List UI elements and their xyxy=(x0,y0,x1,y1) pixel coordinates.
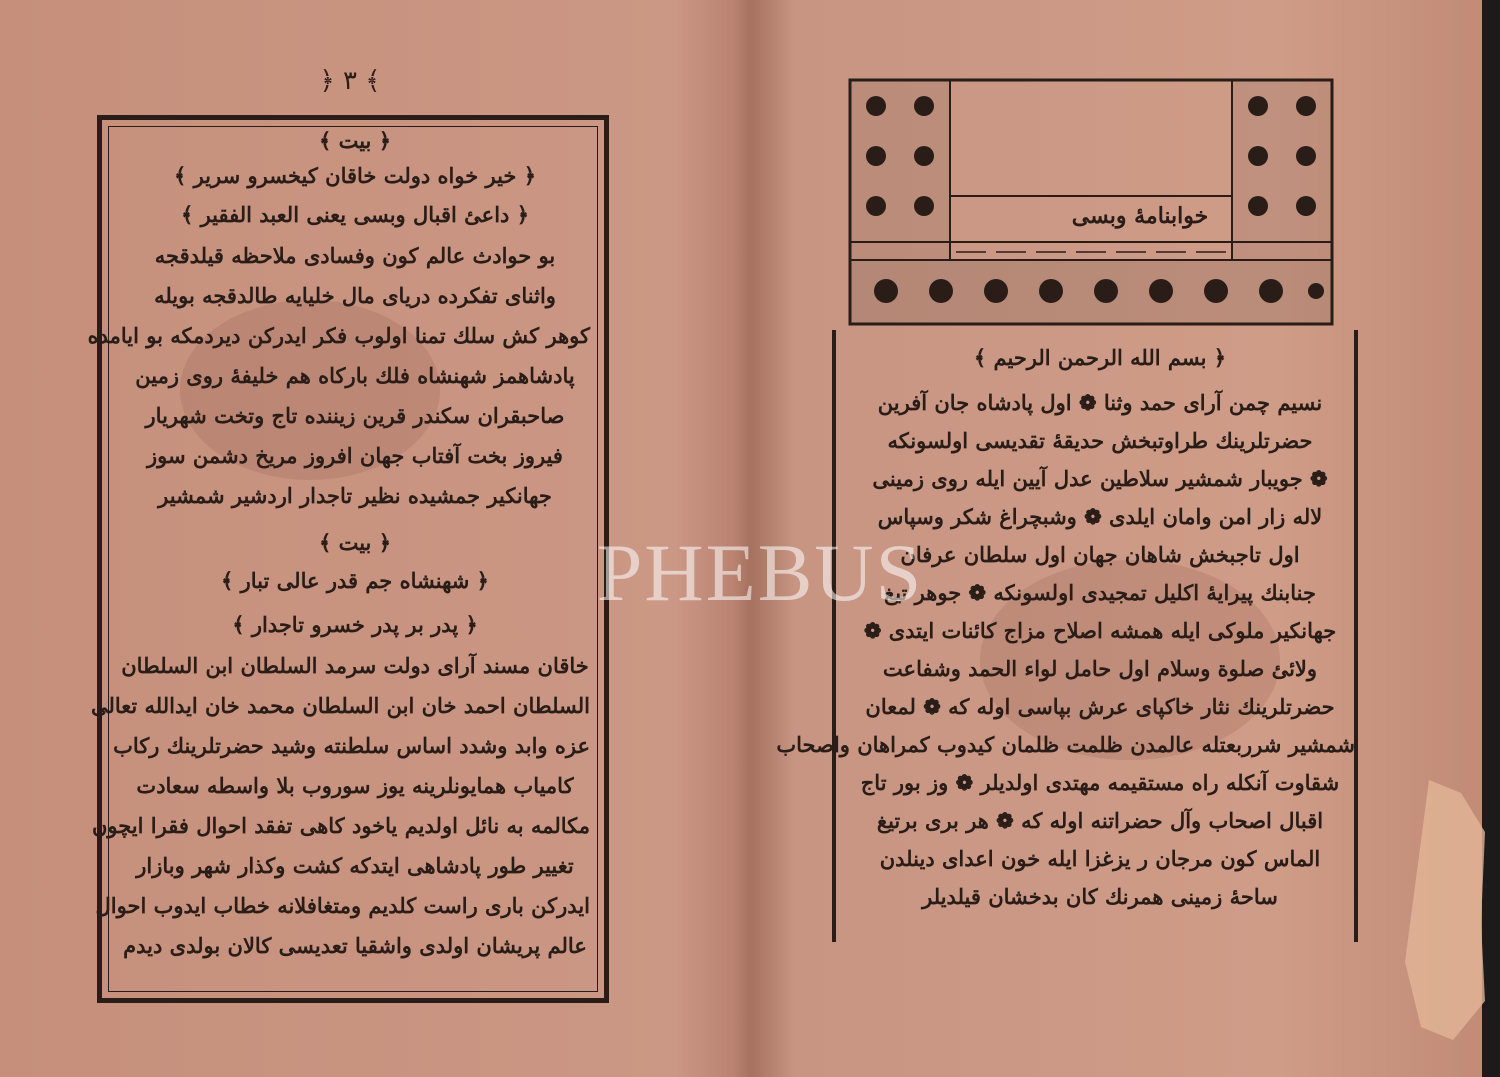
text-line: بو حوادث عالم كون وفسادى ملاحظه قيلدقجه xyxy=(154,243,556,268)
text-line: جنابنك پيرايهٔ اكليل تمجيدى اولسونكه ❁ جوهر تيغ xyxy=(884,580,1316,605)
text-line: پادشاهمز شهنشاه فلك باركاه هم خليفهٔ روى زمين xyxy=(135,363,575,388)
text-line: ﴿ شهنشاه جم قدر عالى تبار ﴾ xyxy=(221,568,489,593)
text-line: ﴿ داعئ اقبال وبسى يعنى العبد الفقير ﴾ xyxy=(180,202,530,227)
text-line: ﴿ بيت ﴾ xyxy=(318,530,392,555)
text-line: صاحبقران سكندر قرين زيننده تاج وتخت شهريار xyxy=(145,403,565,428)
text-line: حضرتلرينك طراوتبخش حديقهٔ تقديسى اولسونكه xyxy=(887,428,1313,453)
text-line: شقاوت آنكله راه مستقيمه مهتدى اولديلر ❁ وز بور تاج xyxy=(860,770,1340,795)
text-line: حضرتلرينك نثار خاكپاى عرش بپاسى اوله كه ❁ لمعان xyxy=(865,694,1335,719)
text-line: جهانكير ملوكى ايله همشه اصلاح مزاج كائنات ايتدى ❁ xyxy=(863,618,1337,643)
text-line: كوهر كش سلك تمنا اولوب فكر ايدركن ديردمكه بو ايامده xyxy=(87,323,590,348)
text-line: مكالمه به نائل اولديم ياخود كاهى تفقد احوال فقرا ايچون xyxy=(91,813,590,838)
text-line: ﴿ خير خواه دولت خاقان كيخسرو سرير ﴾ xyxy=(173,163,537,188)
text-line: ايدركن بارى راست كلديم ومتغافلانه خطاب ايدوب احوال xyxy=(95,893,590,918)
text-line: نسيم چمن آراى حمد وثنا ❁ اول پادشاه جان آفرين xyxy=(877,390,1323,415)
text-line: فيروز بخت آفتاب جهان افروز مريخ دشمن سوز xyxy=(147,443,563,468)
headpiece-title: خوابنامهٔ وبسى xyxy=(1071,203,1209,229)
text-line: كامياب همايونلرينه يوز سوروب بلا واسطه سعادت xyxy=(136,773,574,798)
ornamental-headpiece xyxy=(846,76,1336,328)
text-line: اقبال اصحاب وآل حضراتنه اوله كه ❁ هر برى برتيغ xyxy=(876,808,1324,833)
watermark: PHEBUS xyxy=(596,527,924,618)
text-line: عالم پريشان اولدى واشقيا تعديسى كالان بولدى ديدم xyxy=(123,933,587,958)
background-edge xyxy=(1482,0,1500,1077)
text-line: ﴿ بيت ﴾ xyxy=(318,128,392,153)
text-line: شمشير شرربعتله عالمدن ظلمت ظلمان كيدوب كمراهان واصحاب xyxy=(776,732,1355,757)
text-line: اول تاجبخش شاهان جهان اول سلطان عرفان xyxy=(900,542,1300,567)
right-page-border-left xyxy=(832,330,842,942)
text-line: واثناى تفكرده درياى مال خليايه طالدقجه بويله xyxy=(154,283,556,308)
text-line: ولائئ صلوة وسلام اول حامل لواء الحمد وشفاعت xyxy=(882,656,1318,681)
text-line: ❁ جويبار شمشير سلاطين عدل آيين ايله روى زمينى xyxy=(872,466,1328,491)
text-line: جهانكير جمشيده نظير تاجدار اردشير شمشير xyxy=(158,483,552,508)
page-number: ﴿ ٣ ﴾ xyxy=(319,66,381,96)
text-line: ﴿ پدر بر پدر خسرو تاجدار ﴾ xyxy=(232,612,478,637)
text-line: ﴿ بسم الله الرحمن الرحيم ﴾ xyxy=(973,345,1227,370)
text-line: تغيير طور پادشاهى ايتدكه كشت وكذار شهر وبازار xyxy=(136,853,574,878)
text-line: ساحهٔ زمينى همرنك كان بدخشان قيلديلر xyxy=(922,884,1278,909)
text-line: خاقان مسند آراى دولت سرمد السلطان ابن السلطان xyxy=(121,653,589,678)
text-line: عزه وابد وشدد اساس سلطنته وشيد حضرتلرينك ركاب xyxy=(113,733,590,758)
text-line: السلطان احمد خان ابن السلطان محمد خان ايدالله تعالى xyxy=(90,693,590,718)
text-line: لاله زار امن وامان ايلدى ❁ وشبچراغ شكر وسپاس xyxy=(877,504,1323,529)
text-line: الماس كون مرجان ر يزغزا ايله خون اعداى دينلدن xyxy=(879,846,1321,871)
